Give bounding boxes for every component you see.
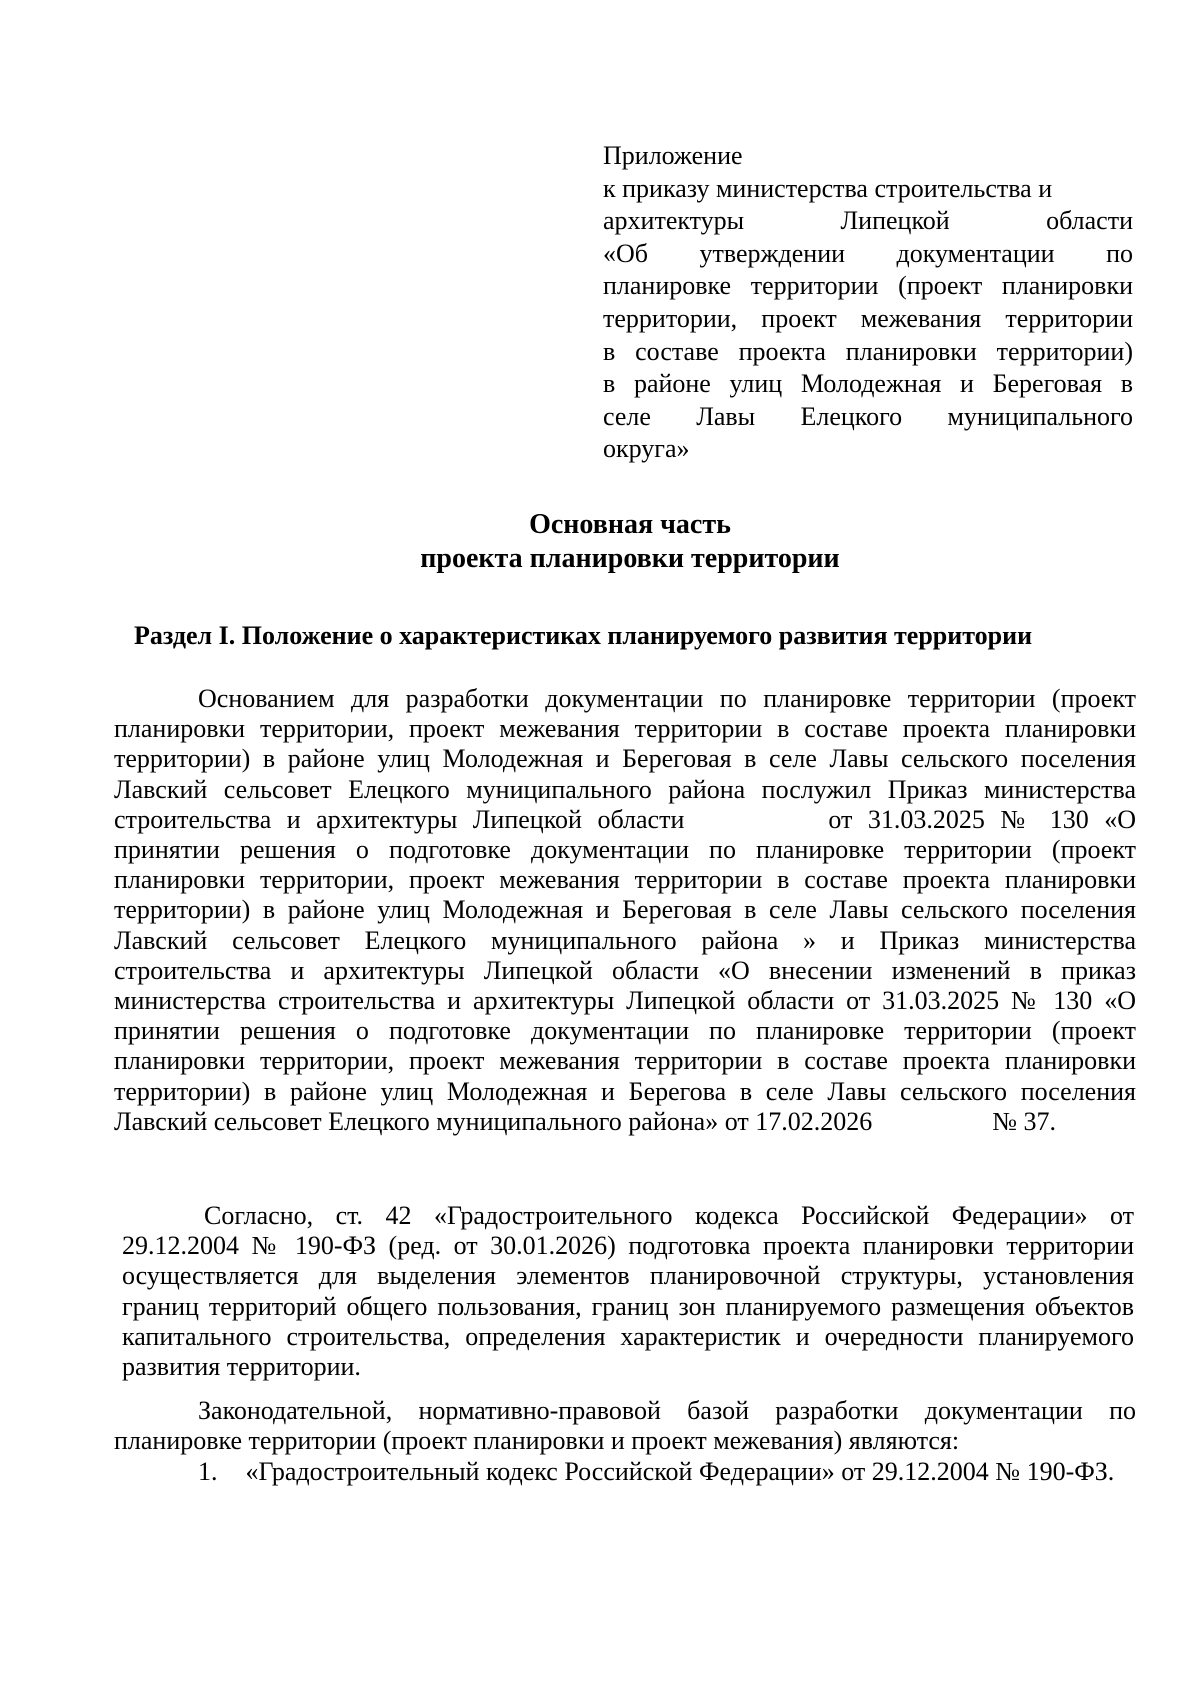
list-item-text: «Градостроительный кодекс Российской Федерации» от 29.12.2004 № 190-ФЗ. — [245, 1457, 1115, 1486]
appendix-line: архитектуры Липецкой области — [603, 206, 1133, 236]
section-heading: Раздел I. Положение о характеристиках планируемого развития территории — [134, 621, 1033, 650]
paragraph-legal-basis-text: Законодательной, нормативно-правовой базой разработки документации по планировке территории (проект планировки и проект межевания) являются: — [114, 1396, 1136, 1456]
appendix-line: планировке территории (проект планировки — [603, 271, 1133, 301]
appendix-line: округа» — [603, 434, 690, 464]
appendix-line: в районе улиц Молодежная и Береговая в — [603, 369, 1133, 399]
appendix-line: к приказу министерства строительства и — [603, 173, 1053, 203]
paragraph-basis — [114, 684, 1136, 1137]
appendix-line: в составе проекта планировки территории) — [603, 336, 1133, 366]
appendix-line: территории, проект межевания территории — [603, 303, 1133, 333]
paragraph-according-text: Согласно, ст. 42 «Градостроительного кодекса Российской Федерации» от 29.12.2004 № 190-ФЗ (ред. от 30.01.2026) подготовка проекта планировки территории осуществляется для выделения элементов планировочной структуры, установления границ территорий общего пользования, границ зон планируемого размещения объектов капитального строительства, определения характеристик и очередности планируемого развития территории. — [122, 1201, 1134, 1382]
title-line-2: проекта планировки территории — [420, 543, 840, 574]
paragraph-according — [122, 1201, 1134, 1382]
list-item — [114, 1457, 1136, 1487]
appendix-line: Приложение — [603, 141, 743, 170]
appendix-line: селе Лавы Елецкого муниципального — [603, 401, 1133, 431]
list-item-number: 1. — [198, 1457, 218, 1486]
title-line-1: Основная часть — [529, 509, 731, 540]
paragraph-basis-text-1: Основанием для разработки документации по планировке территории (проект планировки территории, проект межевания территории в составе проекта планировки территории) в районе улиц Молодежная и Береговая в селе Лавы сельского поселения Лавский сельсовет Елецкого муниципального района послужил Приказ министерства строительства и архитектуры Липецкой области — [114, 684, 1136, 834]
document-title — [0, 508, 1200, 576]
paragraph-basis-text-3: № 37. — [992, 1106, 1057, 1136]
appendix-line: «Об утверждении документации по — [603, 238, 1133, 268]
paragraph-basis-text-2: от 31.03.2025 № 130 «О принятии решения о подготовке документации по планировке территории (проект планировки территории, проект межевания территории в составе проекта планировки территории) в районе улиц Молодежная и Береговая в селе Лавы сельского поселения Лавский сельсовет Елецкого муниципального района » и Приказ министерства строительства и архитектуры Липецкой области «О внесении изменений в приказ министерства строительства и архитектуры Липецкой области от 31.03.2025 № 130 «О принятии решения о подготовке документации по планировке территории (проект планировки территории, проект межевания территории в составе проекта планировки территории) в районе улиц Молодежная и Берегова в селе Лавы сельского поселения Лавский сельсовет Елецкого муниципального района» от 17.02.2026 — [114, 804, 1136, 1136]
appendix-header — [603, 140, 1133, 466]
paragraph-legal-basis — [114, 1396, 1136, 1456]
